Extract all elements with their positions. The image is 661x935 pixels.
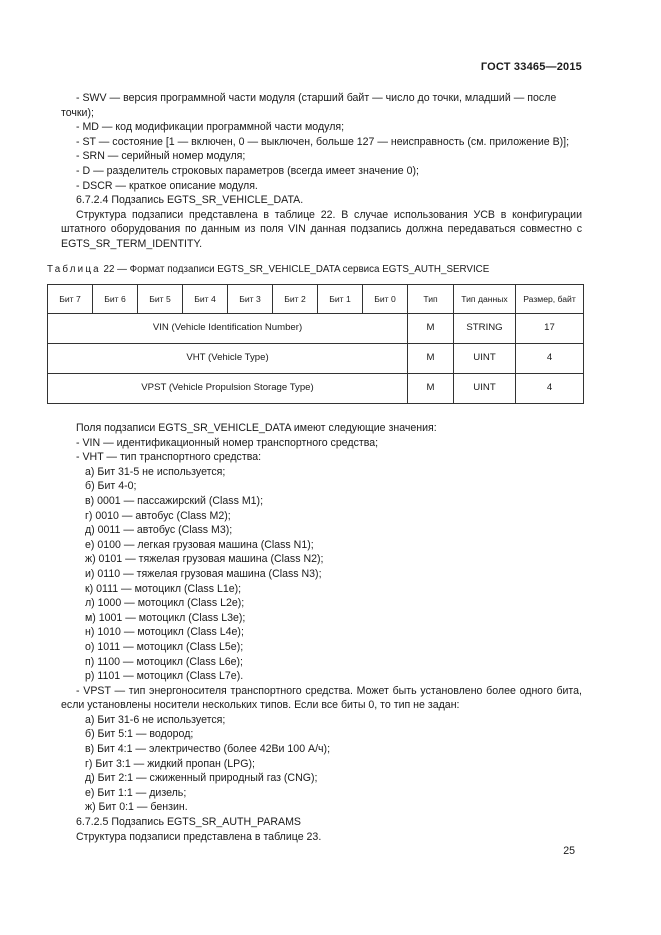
data-type-cell: UINT [454, 374, 516, 404]
header-cell: Тип [408, 285, 454, 314]
table-row [48, 314, 584, 344]
list-item: п) 1100 — мотоцикл (Class L6e); [85, 655, 244, 668]
header-cell: Тип данных [454, 285, 516, 314]
list-item: г) Бит 3:1 — жидкий пропан (LPG); [85, 757, 255, 770]
type-cell: M [408, 314, 454, 344]
header-cell: Бит 0 [363, 285, 408, 314]
text-line: - SRN — серийный номер модуля; [76, 150, 246, 163]
text-line: - MD — код модификации программной части модуля; [76, 121, 345, 134]
text-line: - DSCR — краткое описание модуля. [76, 179, 258, 192]
section-heading: 6.7.2.5 Подзапись EGTS_SR_AUTH_PARAMS [76, 816, 301, 829]
header-cell: Бит 2 [273, 285, 318, 314]
header-cell: Бит 5 [138, 285, 183, 314]
header-cell: Бит 7 [48, 285, 93, 314]
data-type-cell: UINT [454, 344, 516, 374]
section-heading: 6.7.2.4 Подзапись EGTS_SR_VEHICLE_DATA. [76, 194, 304, 207]
list-item: д) Бит 2:1 — сжиженный природный газ (CNG); [85, 772, 318, 785]
header-cell: Бит 3 [228, 285, 273, 314]
list-item: ж) 0101 — тяжелая грузовая машина (Class N2); [85, 553, 324, 566]
list-item: г) 0010 — автобус (Class M2); [85, 509, 231, 522]
field-cell: VPST (Vehicle Propulsion Storage Type) [48, 374, 408, 404]
list-item: о) 1011 — мотоцикл (Class L5e); [85, 640, 244, 653]
size-cell: 4 [516, 374, 584, 404]
list-item: и) 0110 — тяжелая грузовая машина (Class N3); [85, 567, 322, 580]
header-cell: Бит 6 [93, 285, 138, 314]
text-line: Структура подзаписи представлена в таблице 23. [76, 830, 322, 843]
list-item: л) 1000 — мотоцикл (Class L2e); [85, 597, 245, 610]
intro-block [61, 91, 582, 252]
list-item: в) 0001 — пассажирский (Class M1); [85, 494, 264, 507]
list-item: р) 1101 — мотоцикл (Class L7e). [85, 670, 244, 683]
field-cell: VHT (Vehicle Type) [48, 344, 408, 374]
size-cell: 17 [516, 314, 584, 344]
data-type-cell: STRING [454, 314, 516, 344]
list-item: б) Бит 4-0; [85, 480, 137, 493]
list-item: е) Бит 1:1 — дизель; [85, 786, 187, 799]
type-cell: M [408, 374, 454, 404]
fields-block [61, 421, 582, 844]
list-item: к) 0111 — мотоцикл (Class L1e); [85, 582, 242, 595]
table-caption-word: Таблица [47, 264, 101, 275]
size-cell: 4 [516, 344, 584, 374]
text-line: Поля подзаписи EGTS_SR_VEHICLE_DATA имеют следующие значения: [76, 422, 437, 434]
list-item: ж) Бит 0:1 — бензин. [85, 801, 188, 814]
header-cell: Бит 4 [183, 285, 228, 314]
text-line: точки); [61, 106, 94, 119]
list-item: е) 0100 — легкая грузовая машина (Class N1); [85, 538, 314, 551]
type-cell: M [408, 344, 454, 374]
list-item: а) Бит 31-6 не используется; [85, 713, 226, 726]
field-cell: VIN (Vehicle Identification Number) [48, 314, 408, 344]
text-line: - ST — состояние [1 — включен, 0 — выключен, больше 127 — неисправность (см. приложение В)]; [76, 135, 570, 148]
list-item: в) Бит 4:1 — электричество (более 42Ви 100 А/ч); [85, 743, 331, 756]
list-item: м) 1001 — мотоцикл (Class L3e); [85, 611, 246, 624]
text-line: - SWV — версия программной части модуля (старший байт — число до точки, младший — после [76, 92, 557, 104]
text-line: - VIN — идентификационный номер транспортного средства; [76, 436, 379, 449]
intro-paragraph: Структура подзаписи представлена в таблице 22. В случае использования УСВ в конфигурации штатного оборудования по данным из поля VIN данная подзапись должна передаваться совместно с EGTS_SR_TERM_IDENTITY. [61, 208, 582, 250]
format-table [47, 284, 584, 404]
table-row [48, 374, 584, 404]
page-number: 25 [563, 845, 575, 857]
text-line: - D — разделитель строковых параметров (всегда имеет значение 0); [76, 164, 419, 177]
table-caption-text: 22 — Формат подзаписи EGTS_SR_VEHICLE_DATA сервиса EGTS_AUTH_SERVICE [103, 264, 490, 275]
table-header-row [48, 285, 584, 314]
list-item: д) 0011 — автобус (Class M3); [85, 524, 233, 537]
header-cell: Размер, байт [516, 285, 584, 314]
list-item: н) 1010 — мотоцикл (Class L4e); [85, 626, 244, 639]
list-item: б) Бит 5:1 — водород; [85, 728, 194, 741]
table-row [48, 344, 584, 374]
standard-code: ГОСТ 33465—2015 [480, 61, 582, 73]
text-line: - VHT — тип транспортного средства: [76, 451, 262, 464]
table-caption [47, 263, 489, 278]
list-item: а) Бит 31-5 не используется; [85, 465, 226, 478]
header-cell: Бит 1 [318, 285, 363, 314]
vpst-paragraph: - VPST — тип энергоносителя транспортного средства. Может быть установлено более одного бита, если установлены носители нескольких типов. Если все биты 0, то тип не задан: [61, 684, 582, 712]
